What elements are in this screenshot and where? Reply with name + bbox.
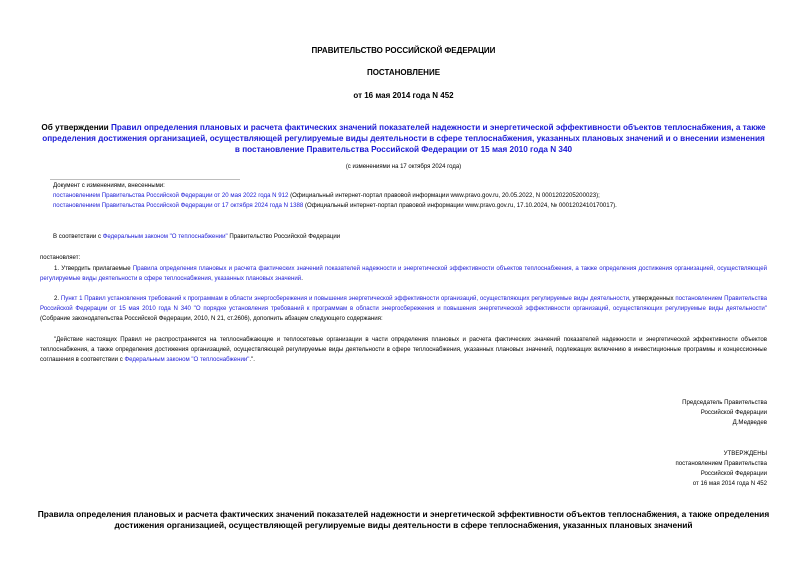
amendment-item	[53, 201, 773, 211]
amendment-source: (Официальный интернет-портал правовой информации www.pravo.gov.ru, 20.05.2022, N 0001202205200023);	[288, 192, 600, 199]
document-date-number: от 16 мая 2014 года N 452	[353, 91, 454, 100]
paragraph-quote	[40, 335, 767, 365]
amendments-intro: Документ с изменениями, внесенными:	[53, 182, 165, 189]
amendment-link[interactable]: постановлением Правительства Российской Федерации от 17 октября 2024 года N 1388	[53, 202, 304, 209]
title-prefix: Об утверждении	[41, 123, 111, 132]
amendment-source: (Официальный интернет-портал правовой информации www.pravo.gov.ru, 17.10.2024, № 0001202410170017).	[303, 202, 617, 209]
signature-name: Д.Медведев	[732, 419, 767, 426]
p2-suffix: (Собрание законодательства Российской Федерации, 2010, N 21, ст.2606), дополнить абзацем следующего содержания:	[40, 315, 383, 322]
approval-line: Российской Федерации	[700, 470, 767, 477]
p2-resolution-link[interactable]: постановлением Правительства Российской Федерации от 15 мая 2010 года N 340 "О порядке установления требований к программам в области энергосбережения и повышения энергетической эффективности организаций, осуществляющих регулируемые виды деятельности"	[40, 295, 767, 312]
p1-rules-link[interactable]: Правила определения плановых и расчета фактических значений показателей надежности и энергетической эффективности объектов теплоснабжения, а также определения достижения организацией, осуществляющей регулируемые виды деятельности в сфере теплоснабжения, указанных плановых значений	[40, 265, 767, 282]
p1-prefix: 1. Утвердить прилагаемые	[54, 265, 133, 272]
divider	[50, 179, 240, 180]
rules-title: Правила определения плановых и расчета фактических значений показателей надежности и энергетической эффективности объектов теплоснабжения, а также определения достижения организацией, осуществляющей регулируемые виды деятельности в сфере теплоснабжения, указанных плановых значений	[37, 509, 770, 530]
p2-clause-link[interactable]: Пункт 1 Правил установления требований к программам в области энергосбережения и повышения энергетической эффективности организаций, осуществляющих регулируемые виды деятельности	[60, 295, 630, 302]
amendment-item	[53, 191, 773, 201]
revision-note: (с изменениями на 17 октября 2024 года)	[345, 164, 462, 170]
document-title	[40, 122, 767, 155]
signature-block	[682, 398, 767, 428]
p3-law-link[interactable]: Федеральным законом "О теплоснабжении"	[124, 356, 250, 363]
document-type: ПОСТАНОВЛЕНИЕ	[366, 68, 441, 77]
basis-paragraph	[53, 232, 753, 242]
p3-suffix: .".	[249, 356, 255, 363]
approval-block	[675, 449, 767, 489]
paragraph-1	[40, 264, 767, 284]
issuing-authority: ПРАВИТЕЛЬСТВО РОССИЙСКОЙ ФЕДЕРАЦИИ	[311, 46, 496, 55]
approval-line: УТВЕРЖДЕНЫ	[723, 450, 767, 457]
p2-mid: , утвержденных	[629, 295, 676, 302]
basis-prefix: В соответствии с	[53, 233, 103, 240]
signature-line: Российской Федерации	[700, 409, 767, 416]
p2-prefix: 2.	[54, 295, 61, 302]
title-link[interactable]: Правил определения плановых и расчета фактических значений показателей надежности и энергетической эффективности объектов теплоснабжения, а также определения достижения организацией, осуществляющей регулируемые виды деятельности в сфере теплоснабжения, указанных плановых значений и о внесении изменения в постановление Правительства Российской Федерации от 15 мая 2010 года N 340	[42, 123, 766, 154]
p1-suffix: .	[301, 275, 303, 282]
approval-line: от 16 мая 2014 года N 452	[692, 480, 767, 487]
paragraph-2	[40, 294, 767, 324]
signature-line: Председатель Правительства	[682, 399, 767, 406]
basis-suffix: Правительство Российской Федерации	[227, 233, 341, 240]
amendments-block	[53, 181, 773, 211]
approval-line: постановлением Правительства	[675, 460, 767, 467]
resolves-text: постановляет:	[40, 254, 81, 261]
p3-prefix: "Действие настоящих Правил не распространяется на теплоснабжающие и теплосетевые организации в части определения плановых и расчета фактических значений показателей надежности и энергетической эффективности объектов теплоснабжения, а также определения достижения организацией, осуществляющей регулируемые виды деятельности в сфере теплоснабжения, указанных плановых значений, подлежащих включению в инвестиционные программы и концессионные соглашения в соответствии с	[40, 336, 767, 363]
amendment-link[interactable]: постановлением Правительства Российской Федерации от 20 мая 2022 года N 912	[53, 192, 289, 199]
basis-law-link[interactable]: Федеральным законом "О теплоснабжении"	[102, 233, 228, 240]
